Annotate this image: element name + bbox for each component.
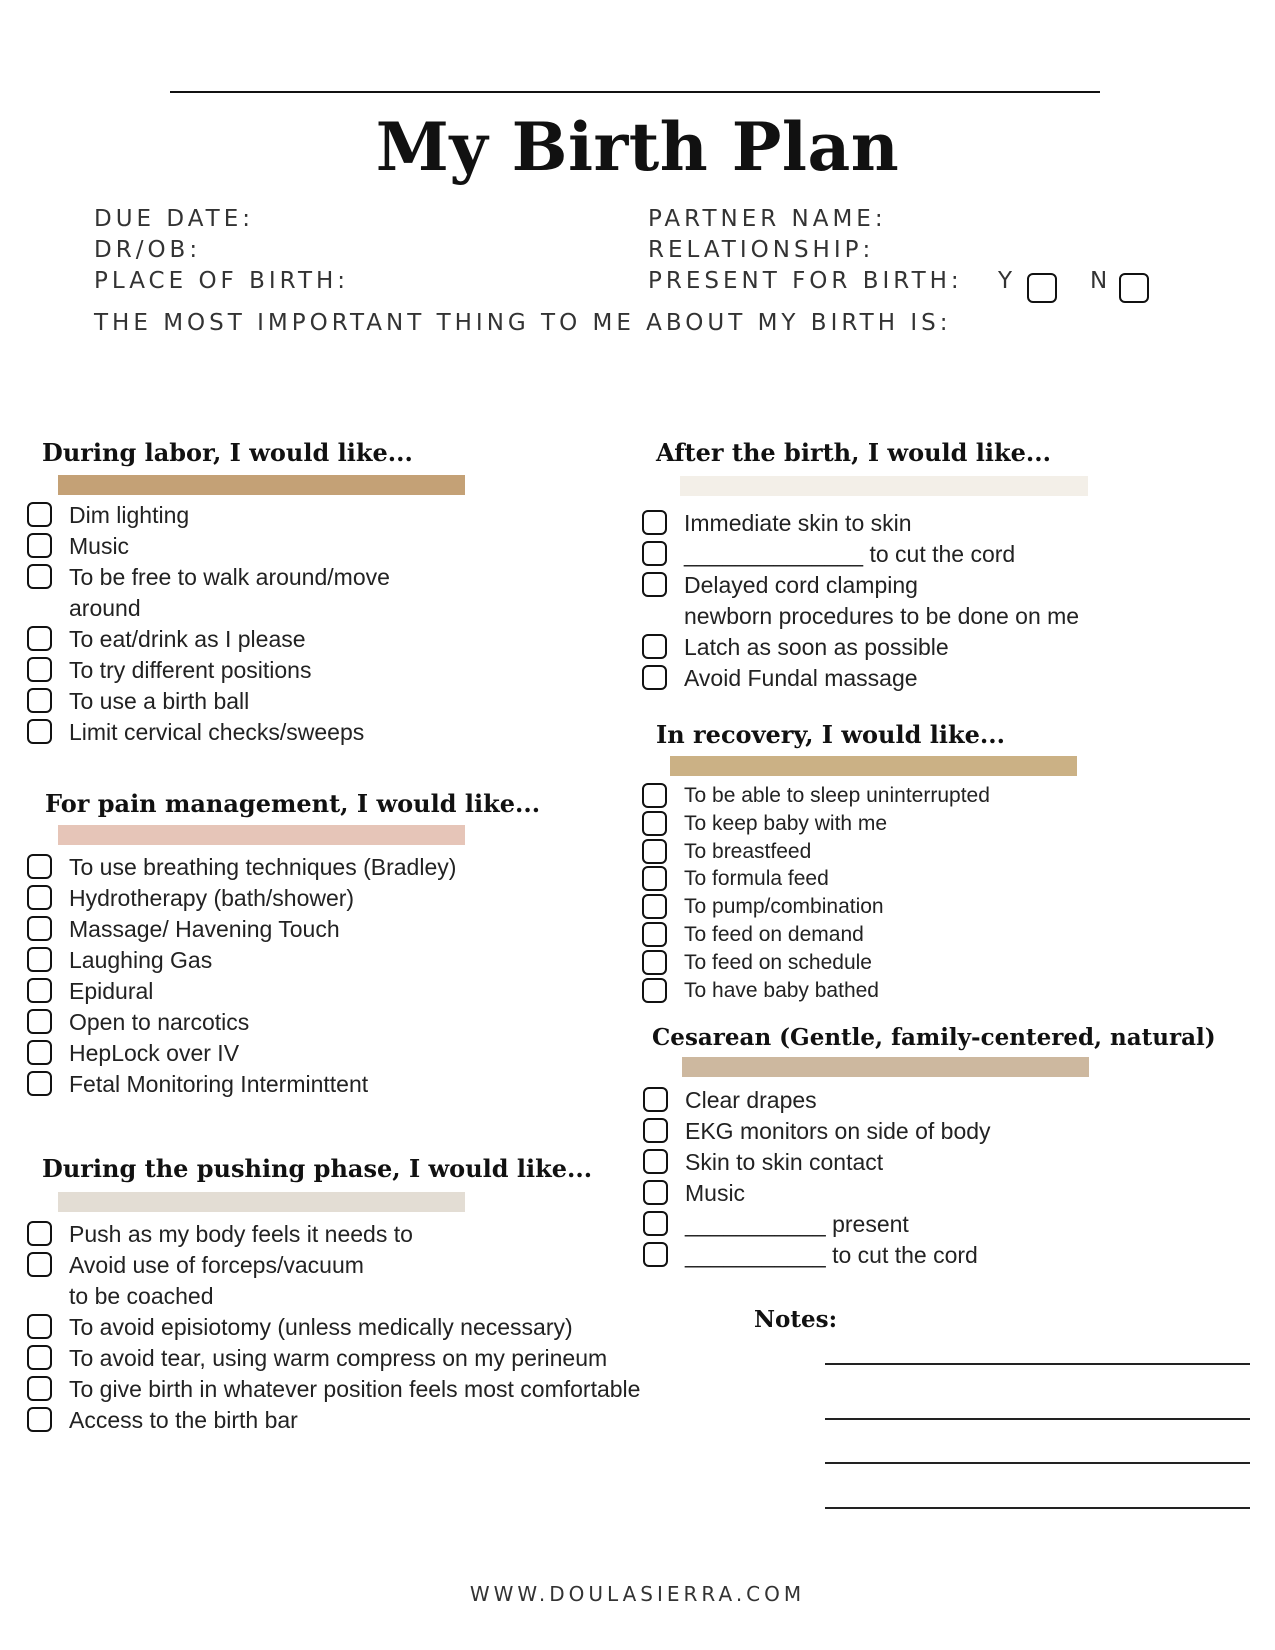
recovery-color-bar — [670, 756, 1077, 776]
checkbox[interactable] — [643, 1180, 668, 1205]
list-item: Music — [69, 531, 390, 562]
list-item: EKG monitors on side of body — [685, 1116, 991, 1147]
recovery-list — [684, 782, 990, 1004]
relationship-label: RELATIONSHIP: — [648, 237, 875, 263]
checkbox[interactable] — [643, 1149, 668, 1174]
list-item: Dim lighting — [69, 500, 390, 531]
list-item: To avoid tear, using warm compress on my perineum — [69, 1343, 640, 1374]
checkbox[interactable] — [642, 665, 667, 690]
list-item: To try different positions — [69, 655, 390, 686]
pushing-heading: During the pushing phase, I would like... — [42, 1154, 593, 1183]
page-title: My Birth Plan — [375, 108, 900, 186]
partner-name-label: PARTNER NAME: — [648, 206, 887, 232]
notes-title: Notes: — [754, 1306, 838, 1333]
yes-label: Y — [998, 268, 1015, 294]
list-item: Laughing Gas — [69, 945, 456, 976]
checkbox[interactable] — [27, 688, 52, 713]
list-item: To eat/drink as I please — [69, 624, 390, 655]
list-item: To feed on schedule — [684, 949, 990, 977]
checkbox[interactable] — [27, 1252, 52, 1277]
checkbox[interactable] — [27, 1407, 52, 1432]
list-item: Avoid use of forceps/vacuum — [69, 1250, 640, 1281]
checkbox[interactable] — [27, 916, 52, 941]
after-color-bar — [680, 476, 1088, 496]
due-date-label: DUE DATE: — [94, 206, 254, 232]
checkbox[interactable] — [642, 783, 667, 808]
list-item: Clear drapes — [685, 1085, 991, 1116]
list-item: Avoid Fundal massage — [684, 663, 1079, 694]
list-item: To have baby bathed — [684, 977, 990, 1005]
checkbox[interactable] — [643, 1118, 668, 1143]
checkbox[interactable] — [27, 564, 52, 589]
list-item: To keep baby with me — [684, 810, 990, 838]
list-item: To avoid episiotomy (unless medically necessary) — [69, 1312, 640, 1343]
labor-color-bar — [58, 475, 465, 495]
checkbox[interactable] — [27, 533, 52, 558]
checkbox[interactable] — [643, 1087, 668, 1112]
notes-line[interactable] — [825, 1507, 1250, 1509]
list-item: Limit cervical checks/sweeps — [69, 717, 390, 748]
list-item-continuation: around — [69, 595, 141, 621]
checkbox[interactable] — [642, 634, 667, 659]
cesarean-list — [685, 1085, 991, 1271]
checkbox[interactable] — [642, 541, 667, 566]
notes-line[interactable] — [825, 1462, 1250, 1464]
pain-list — [69, 852, 456, 1100]
after-heading: After the birth, I would like... — [656, 438, 1051, 467]
most-important-label: THE MOST IMPORTANT THING TO ME ABOUT MY BIRTH IS: — [94, 310, 952, 336]
checkbox[interactable] — [642, 866, 667, 891]
list-item: To give birth in whatever position feels most comfortable — [69, 1374, 640, 1405]
present-for-birth-label: PRESENT FOR BIRTH: — [648, 268, 963, 294]
labor-heading: During labor, I would like... — [42, 438, 413, 467]
checkbox[interactable] — [27, 1314, 52, 1339]
checkbox[interactable] — [27, 1071, 52, 1096]
list-item: ___________ to cut the cord — [685, 1240, 991, 1271]
checkbox[interactable] — [27, 626, 52, 651]
checkbox[interactable] — [642, 950, 667, 975]
list-item: ______________ to cut the cord — [684, 539, 1079, 570]
checkbox[interactable] — [642, 894, 667, 919]
list-item: Massage/ Havening Touch — [69, 914, 456, 945]
list-item: To pump/combination — [684, 893, 990, 921]
checkbox[interactable] — [27, 1376, 52, 1401]
checkbox[interactable] — [27, 719, 52, 744]
dr-ob-label: DR/OB: — [94, 237, 202, 263]
list-item: To formula feed — [684, 865, 990, 893]
list-item: Open to narcotics — [69, 1007, 456, 1038]
pain-heading: For pain management, I would like... — [45, 789, 541, 818]
list-item: Latch as soon as possible — [684, 632, 1079, 663]
pushing-color-bar — [58, 1192, 465, 1212]
top-divider — [170, 91, 1100, 93]
list-item: Epidural — [69, 976, 456, 1007]
list-item: To be able to sleep uninterrupted — [684, 782, 990, 810]
checkbox[interactable] — [27, 1221, 52, 1246]
checkbox[interactable] — [27, 1040, 52, 1065]
list-item-continuation: newborn procedures to be done on me — [684, 603, 1080, 629]
checkbox[interactable] — [642, 811, 667, 836]
checkbox[interactable] — [642, 922, 667, 947]
list-item: HepLock over IV — [69, 1038, 456, 1069]
place-of-birth-label: PLACE OF BIRTH: — [94, 268, 350, 294]
checkbox[interactable] — [642, 978, 667, 1003]
checkbox[interactable] — [27, 947, 52, 972]
list-item: To use breathing techniques (Bradley) — [69, 852, 456, 883]
checkbox[interactable] — [27, 657, 52, 682]
checkbox[interactable] — [27, 1009, 52, 1034]
checkbox[interactable] — [27, 978, 52, 1003]
pushing-list — [69, 1219, 640, 1436]
list-item: Skin to skin contact — [685, 1147, 991, 1178]
after-list — [684, 508, 1079, 694]
checkbox[interactable] — [642, 839, 667, 864]
list-item-continuation: to be coached — [69, 1283, 214, 1309]
list-item: Push as my body feels it needs to — [69, 1219, 640, 1250]
list-item: Hydrotherapy (bath/shower) — [69, 883, 456, 914]
cesarean-color-bar — [682, 1057, 1089, 1077]
list-item: To breastfeed — [684, 838, 990, 866]
list-item: ___________ present — [685, 1209, 991, 1240]
present-yes-checkbox[interactable] — [1027, 273, 1057, 303]
checkbox[interactable] — [642, 510, 667, 535]
pain-color-bar — [58, 825, 465, 845]
recovery-heading: In recovery, I would like... — [656, 720, 1005, 749]
list-item: To use a birth ball — [69, 686, 390, 717]
checkbox[interactable] — [643, 1211, 668, 1236]
list-item: Access to the birth bar — [69, 1405, 640, 1436]
checkbox[interactable] — [27, 885, 52, 910]
checkbox[interactable] — [642, 572, 667, 597]
notes-line[interactable] — [825, 1418, 1250, 1420]
list-item: Immediate skin to skin — [684, 508, 1079, 539]
cesarean-heading: Cesarean (Gentle, family-centered, natural) — [652, 1024, 1216, 1051]
list-item: Music — [685, 1178, 991, 1209]
present-no-checkbox[interactable] — [1119, 273, 1149, 303]
checkbox[interactable] — [27, 502, 52, 527]
list-item: To be free to walk around/move — [69, 562, 390, 593]
checkbox[interactable] — [27, 1345, 52, 1370]
notes-line[interactable] — [825, 1363, 1250, 1365]
checkbox[interactable] — [643, 1242, 668, 1267]
list-item: Delayed cord clamping — [684, 570, 1079, 601]
footer-website: WWW.DOULASIERRA.COM — [469, 1582, 806, 1606]
checkbox[interactable] — [27, 854, 52, 879]
labor-list — [69, 500, 390, 748]
no-label: N — [1090, 268, 1110, 294]
list-item: To feed on demand — [684, 921, 990, 949]
list-item: Fetal Monitoring Interminttent — [69, 1069, 456, 1100]
